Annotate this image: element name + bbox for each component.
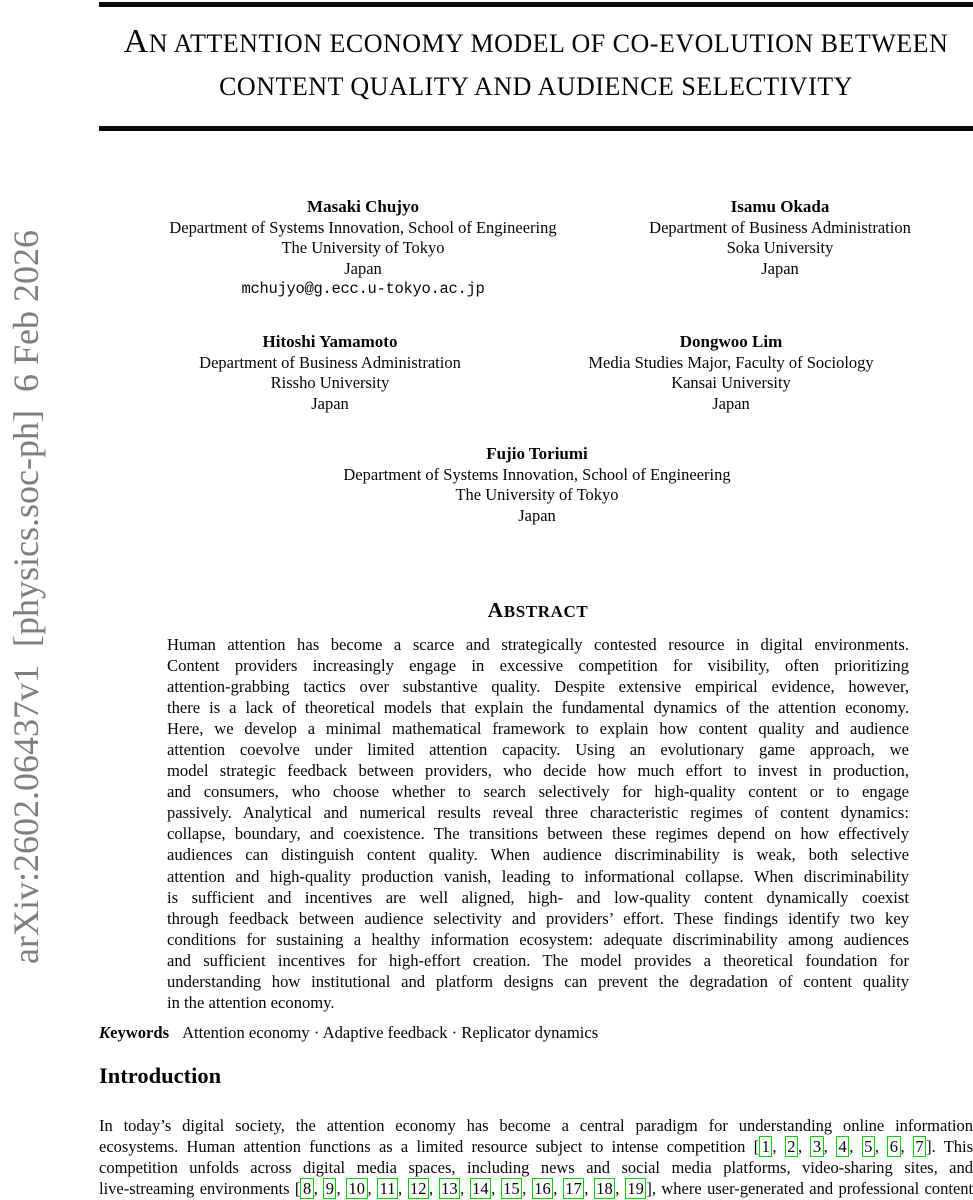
citation-link[interactable]: 1 bbox=[759, 1136, 772, 1157]
author-block-4 bbox=[588, 332, 873, 414]
title-rule bbox=[99, 126, 973, 131]
abstract-line: collapse, boundary, and coexistence. The transitions between these regimes depend on how effectively bbox=[167, 824, 909, 844]
author-block-3 bbox=[199, 332, 461, 414]
citation-link[interactable]: 13 bbox=[439, 1178, 461, 1199]
citation-link[interactable]: 8 bbox=[300, 1178, 313, 1199]
abstract-line: Human attention has become a scarce and strategically contested resource in digital environments. bbox=[167, 635, 909, 654]
author-affiliation-line: Department of Systems Innovation, School of Engineering bbox=[343, 464, 731, 484]
citation-link[interactable]: 15 bbox=[501, 1178, 523, 1199]
citation-link[interactable]: 5 bbox=[862, 1136, 875, 1157]
abstract-line: there is a lack of theoretical models that explain the fundamental dynamics of the attention economy. bbox=[167, 698, 909, 718]
abstract-line: audiences can distinguish content quality. When audience discriminability is weak, both selective bbox=[167, 845, 909, 865]
citation-link[interactable]: 19 bbox=[625, 1178, 647, 1199]
abstract-line: in the attention economy. bbox=[167, 992, 335, 1012]
abstract-line: conditions for sustaining a healthy information ecosystem: adequate discriminability among audiences bbox=[167, 929, 909, 949]
author-affiliation-line: Department of Business Administration bbox=[199, 352, 461, 372]
citation-link[interactable]: 14 bbox=[470, 1178, 492, 1199]
keywords-label bbox=[99, 1023, 169, 1042]
abstract-line: understanding how institutional and platform designs can prevent the degradation of content quality bbox=[167, 971, 909, 991]
author-email[interactable]: mchujyo@g.ecc.u-tokyo.ac.jp bbox=[241, 280, 485, 299]
author-block-1 bbox=[169, 197, 556, 300]
abstract-line: through feedback between audience selectivity and providers’ effort. These findings identify two key bbox=[167, 908, 909, 928]
author-affiliation-line: Media Studies Major, Faculty of Sociology bbox=[588, 352, 874, 372]
citation-link[interactable]: 6 bbox=[887, 1136, 900, 1157]
abstract-line: Content providers increasingly engage in excessive competition for visibility, often prioritizing bbox=[167, 656, 909, 676]
abstract-line: and sufficient incentives for high-effort creation. The model provides a theoretical foundation for bbox=[167, 950, 909, 970]
top-rule bbox=[99, 2, 973, 7]
abstract-line: attention and high-quality production vanish, leading to informational collapse. When discriminability bbox=[167, 866, 909, 886]
author-name: Dongwoo Lim bbox=[679, 332, 783, 351]
abstract-line: passively. Analytical and numerical results reveal three characteristic regimes of content dynamics: bbox=[167, 803, 909, 823]
citation-link[interactable]: 16 bbox=[532, 1178, 554, 1199]
keywords-label-rest: eywords bbox=[110, 1023, 170, 1042]
abstract-heading bbox=[167, 598, 909, 623]
paper-title-line2: CONTENT QUALITY AND AUDIENCE SELECTIVITY bbox=[219, 72, 853, 101]
introduction-text bbox=[99, 1116, 973, 1200]
introduction-line: In today’s digital society, the attention economy has become a central paradigm for understanding online information bbox=[99, 1116, 973, 1135]
author-affiliation-line: Japan bbox=[344, 258, 382, 278]
citation-link[interactable]: 3 bbox=[810, 1136, 823, 1157]
citation-link[interactable]: 10 bbox=[346, 1178, 368, 1199]
citation-link[interactable]: 4 bbox=[836, 1136, 849, 1157]
citation-link[interactable]: 11 bbox=[377, 1178, 398, 1199]
introduction-line: ecosystems. Human attention functions as a limited resource subject to intense competition [ 1 , 2 , 3 , 4 , 5 , 6 , 7 ]. This bbox=[99, 1136, 973, 1156]
author-affiliation-line: Soka University bbox=[726, 238, 834, 258]
author-block-2 bbox=[649, 197, 911, 279]
author-affiliation-line: Department of Business Administration bbox=[649, 217, 911, 237]
citation-link[interactable]: 7 bbox=[913, 1136, 926, 1157]
keywords-line bbox=[99, 1023, 598, 1043]
arxiv-watermark: arXiv:2602.06437v1 [physics.soc-ph] 6 Feb 2026 bbox=[6, 230, 46, 964]
author-affiliation-line: Rissho University bbox=[270, 373, 390, 393]
title-initial-cap: A bbox=[123, 23, 149, 60]
author-affiliation-line: Japan bbox=[518, 505, 556, 525]
citation-link[interactable]: 2 bbox=[785, 1136, 798, 1157]
introduction-heading: Introduction bbox=[99, 1063, 222, 1088]
author-affiliation-line: Kansai University bbox=[671, 373, 791, 393]
author-name: Isamu Okada bbox=[730, 197, 830, 216]
abstract-heading-initial-cap: A bbox=[487, 598, 504, 622]
keywords-items: Attention economy · Adaptive feedback · Replicator dynamics bbox=[182, 1023, 599, 1042]
abstract-line: and consumers, who choose whether to search selectively for high-quality content or to engage bbox=[167, 782, 909, 802]
abstract-heading-text: BSTRACT bbox=[503, 602, 589, 621]
author-affiliation-line: The University of Tokyo bbox=[281, 238, 445, 258]
author-name: Masaki Chujyo bbox=[307, 197, 419, 216]
author-affiliation-line: The University of Tokyo bbox=[455, 485, 619, 505]
title-line1-text: N ATTENTION ECONOMY MODEL OF CO-EVOLUTION BETWEEN bbox=[148, 29, 949, 58]
author-block-5 bbox=[343, 444, 730, 526]
author-name: Fujio Toriumi bbox=[486, 444, 588, 463]
abstract-text bbox=[167, 634, 909, 1013]
citation-link[interactable]: 18 bbox=[594, 1178, 616, 1199]
paper-title bbox=[99, 20, 973, 108]
keywords-label-initial: K bbox=[99, 1023, 111, 1042]
author-name: Hitoshi Yamamoto bbox=[262, 332, 398, 351]
abstract-line: model strategic feedback between providers, who decide how much effort to invest in production, bbox=[167, 761, 909, 781]
author-affiliation-line: Japan bbox=[311, 393, 349, 413]
paper-title-line1 bbox=[99, 20, 973, 65]
introduction-line: competition unfolds across digital media spaces, including news and social media platforms, video-sharing sites, and bbox=[99, 1157, 973, 1177]
author-affiliation-line: Japan bbox=[761, 258, 799, 278]
citation-link[interactable]: 9 bbox=[323, 1178, 336, 1199]
abstract-line: attention-grabbing tactics over substantive quality. Despite extensive empirical evidence, however, bbox=[167, 677, 909, 697]
author-affiliation-line: Department of Systems Innovation, School of Engineering bbox=[169, 217, 557, 237]
abstract-line: is sufficient and incentives are well aligned, high- and low-quality content dynamically coexist bbox=[167, 887, 909, 907]
abstract-line: Here, we develop a minimal mathematical framework to explain how content quality and audience bbox=[167, 719, 909, 739]
citation-link[interactable]: 12 bbox=[408, 1178, 430, 1199]
citation-link[interactable]: 17 bbox=[563, 1178, 585, 1199]
abstract-line: attention coevolve under limited attention capacity. Using an evolutionary game approach, we bbox=[167, 740, 909, 760]
author-affiliation-line: Japan bbox=[712, 393, 750, 413]
introduction-line: live-streaming environments [ 8 , 9 , 10 , 11 , 12 , 13 , 14 , 15 , 16 , 17 , 18 , 19 ], where user-generated and professional content bbox=[99, 1178, 973, 1198]
